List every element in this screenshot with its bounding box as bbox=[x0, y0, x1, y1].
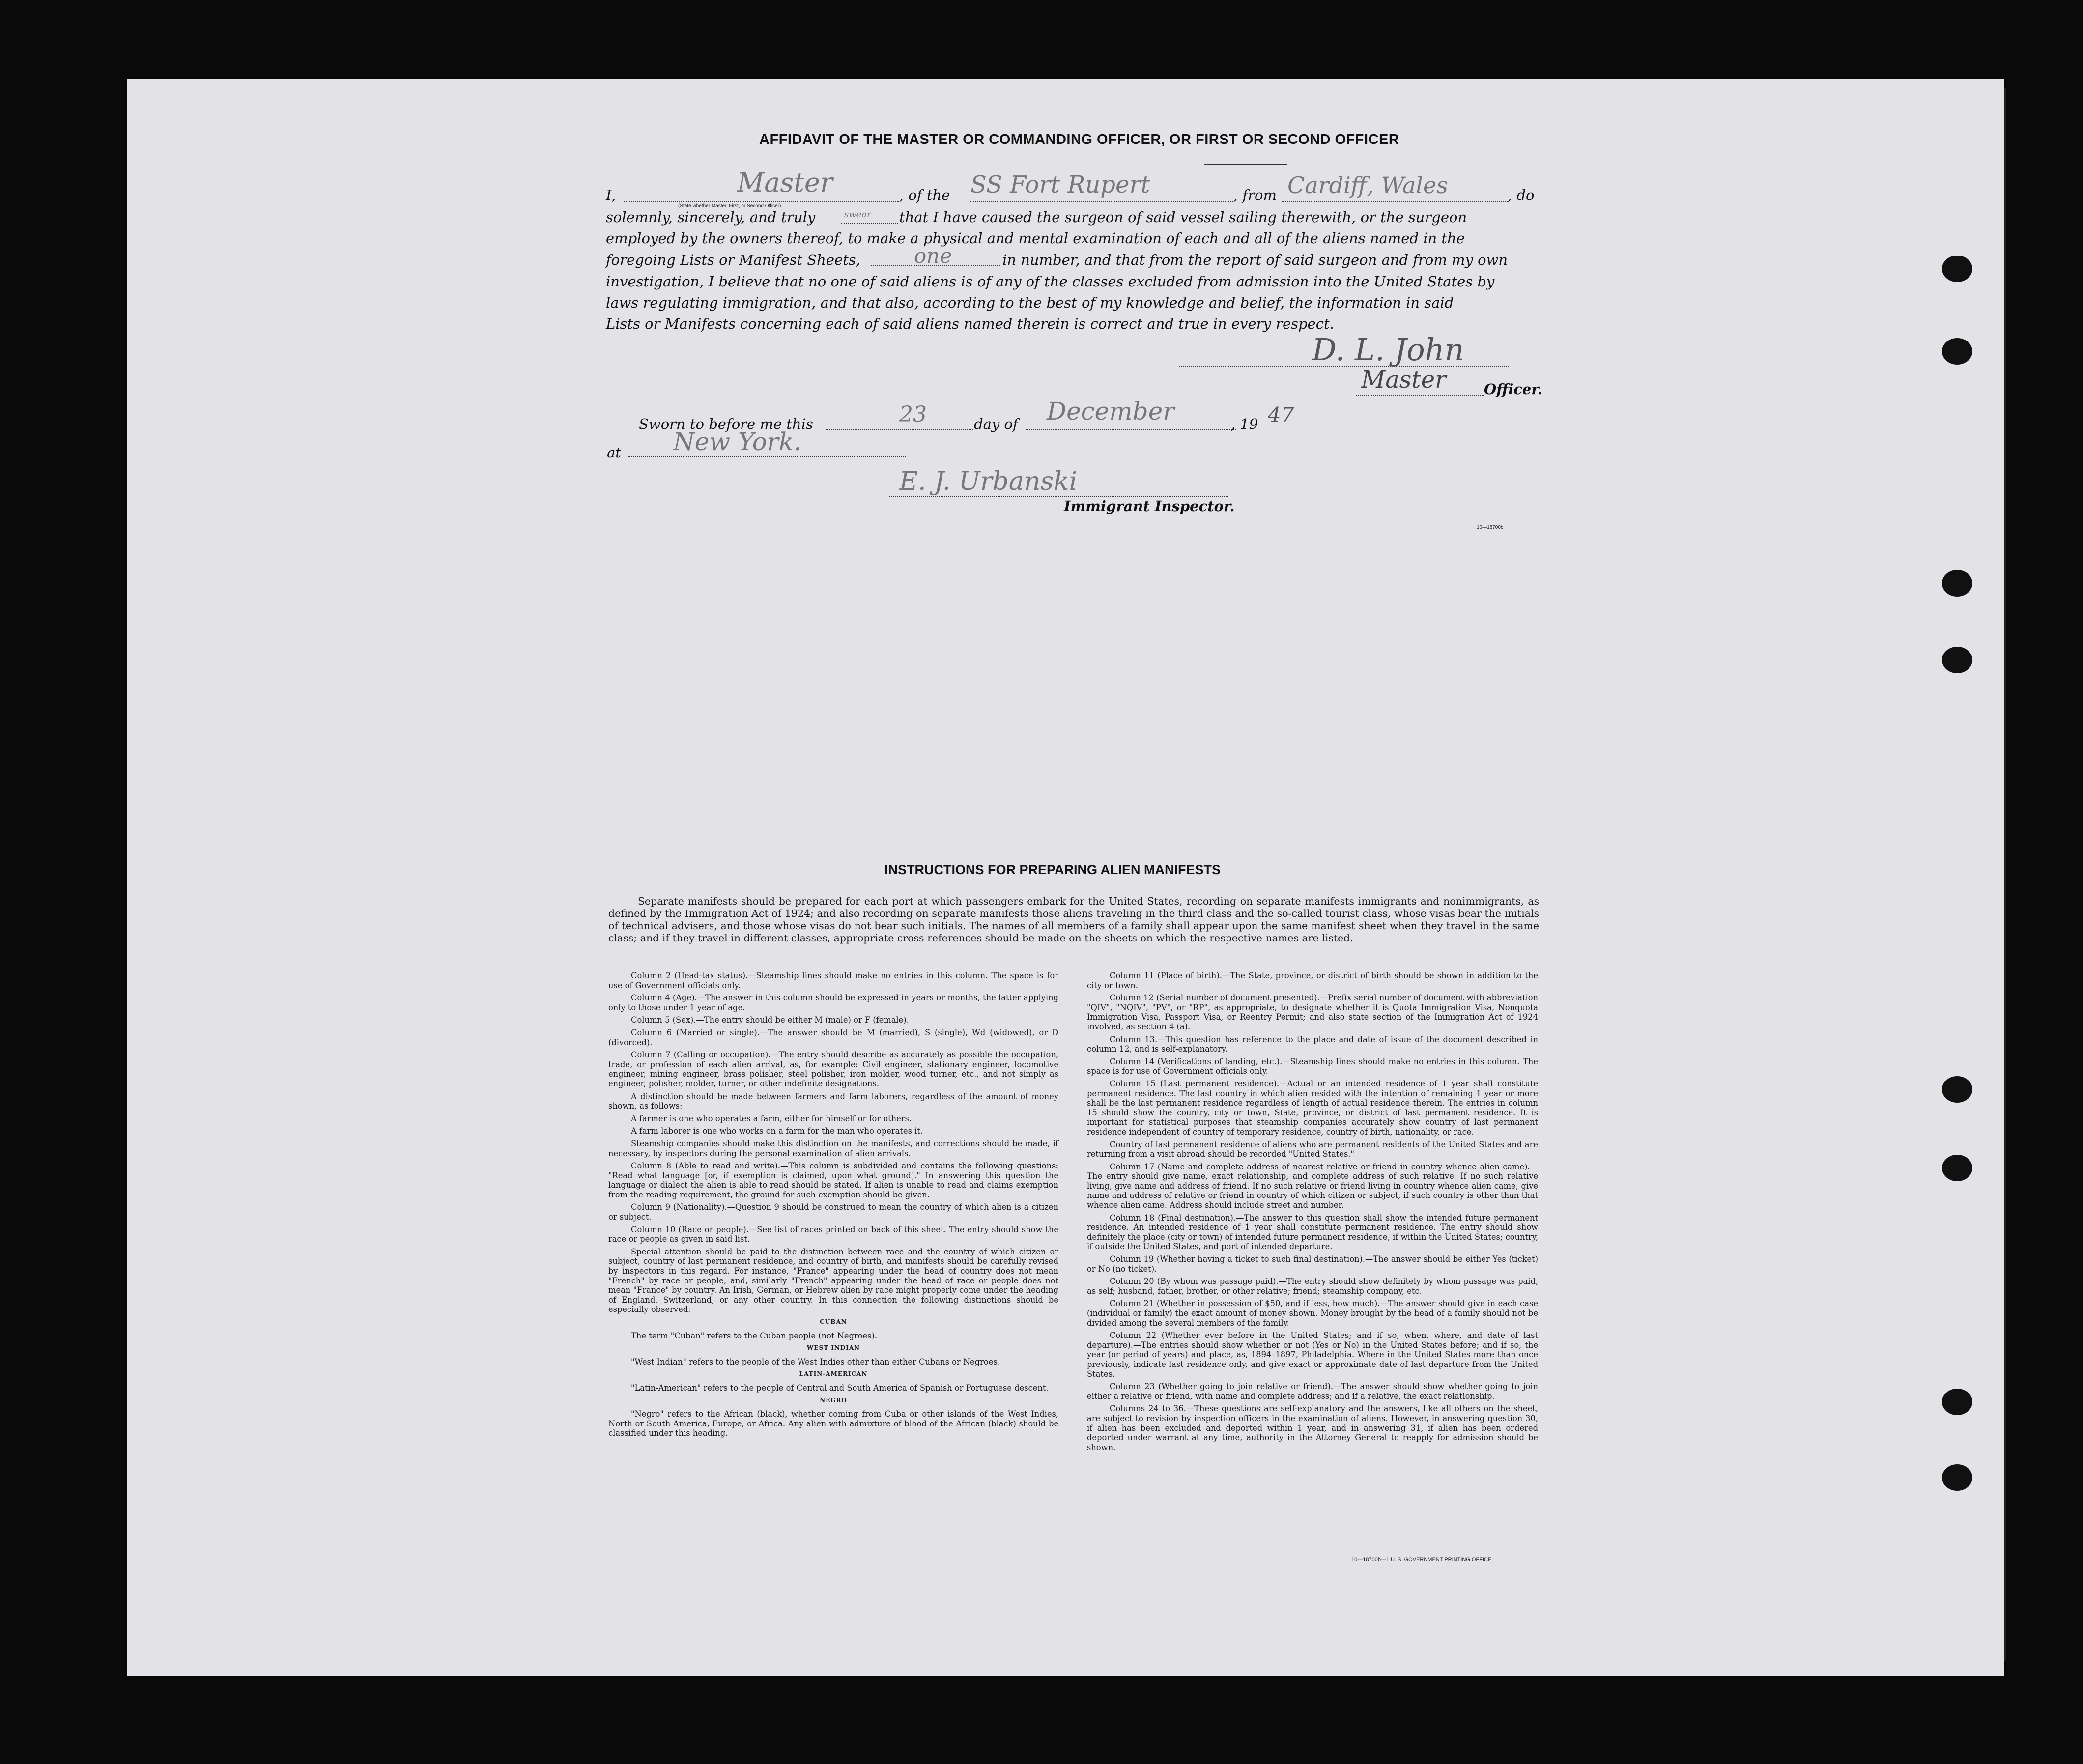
affidavit-line2a: solemnly, sincerely, and truly bbox=[606, 209, 816, 226]
binder-hole bbox=[1942, 1389, 1972, 1415]
vessel-handwriting: SS Fort Rupert bbox=[970, 171, 1150, 199]
right-paragraph: Column 13.—This question has reference to the place and date of issue of the document described in column 12, and is self-explanatory. bbox=[1087, 1034, 1538, 1054]
left-paragraph: Column 7 (Calling or occupation).—The entry should describe as accurately as possible the occupation, trade, or profession of each alien arrival, as, for example: Civil engineer, stationary engineer, locomotive engineer, mining engineer, brass polisher, steel polisher, iron molder, wood turner, etc., and not simply as engineer, polisher, molder, turner, or other indefinite designations. bbox=[608, 1050, 1058, 1088]
right-paragraph: Column 14 (Verifications of landing, etc.).—Steamship lines should make no entries in this column. The space is for use of Government officials only. bbox=[1087, 1056, 1538, 1076]
binder-hole bbox=[1942, 1076, 1972, 1103]
rank-caption: (State whether Master, First, or Second Officer) bbox=[678, 203, 781, 209]
instructions-left-column bbox=[608, 971, 1058, 1441]
right-paragraph: Column 12 (Serial number of document presented).—Prefix serial number of document with abbreviation "QIV", "NQIV", "PV", or "RP", as appropriate, to designate whether it is Quota Immigration Visa, Nonquota Immigration Visa, Passport Visa, or Reentry Permit; and also state section of the Immigration Act of 1924 involved, as section 4 (a). bbox=[1087, 993, 1538, 1031]
at-label: at bbox=[607, 444, 621, 461]
signature-handwriting: D. L. John bbox=[1312, 332, 1464, 368]
left-paragraph: Steamship companies should make this distinction on the manifests, and corrections should be made, if necessary, by inspectors during the personal examination of alien arrivals. bbox=[608, 1138, 1058, 1158]
left-paragraph: Column 5 (Sex).—The entry should be either M (male) or F (female). bbox=[631, 1015, 909, 1025]
affidavit-line7: Lists or Manifests concerning each of said aliens named therein is correct and true in every respect. bbox=[606, 315, 1334, 332]
affidavit-i: I, bbox=[606, 187, 616, 203]
right-paragraph: Columns 24 to 36.—These questions are self-explanatory and the answers, like all others on the sheet, are subject to revision by inspection officers in the examination of aliens. However, in answering question 30, if alien has been excluded and deported within 1 year, and in answering 31, if alien has been ordered deported under warrant at any time, authority in the Attorney General to reapply for admission should be shown. bbox=[1087, 1404, 1538, 1452]
right-paragraph: Column 19 (Whether having a ticket to such final destination).—The answer should be either Yes (ticket) or No (no ticket). bbox=[1087, 1254, 1538, 1274]
right-paragraph: Country of last permanent residence of aliens who are permanent residents of the United States and are returning from a visit abroad should be recorded "United States." bbox=[1087, 1139, 1538, 1159]
rank-field-line bbox=[624, 201, 899, 202]
sheets-handwriting: one bbox=[914, 244, 952, 268]
swear-handwriting: swear bbox=[844, 209, 871, 220]
right-paragraph: Column 17 (Name and complete address of nearest relative or friend in country whence alien came).—The entry should give name, exact relationship, and complete address of such relative. If no such relative living, give name and address of friend. If no such relative or friend living in country whence alien came, give name and address of relative or friend in country of which citizen or subject, if such country is other than that whence alien came. Address should include street and number. bbox=[1087, 1162, 1538, 1210]
heading-west-indian: WEST INDIAN bbox=[806, 1344, 860, 1352]
day-handwriting: 23 bbox=[899, 402, 927, 427]
sworn-year-prefix: , 19 bbox=[1231, 416, 1258, 432]
affidavit-of-the: , of the bbox=[899, 187, 950, 203]
inspector-label: Immigrant Inspector. bbox=[1064, 498, 1235, 514]
affidavit-line3: employed by the owners thereof, to make a physical and mental examination of each and all of the aliens named in the bbox=[606, 230, 1465, 247]
day-field-line bbox=[826, 429, 973, 430]
west-indian-paragraph: "West Indian" refers to the people of the West Indies other than either Cubans or Negroes. bbox=[631, 1357, 1000, 1366]
heading-latin-american: LATIN-AMERICAN bbox=[799, 1370, 868, 1378]
left-paragraph: Column 9 (Nationality).—Question 9 should be construed to mean the country of which alien is a citizen or subject. bbox=[608, 1202, 1058, 1222]
swear-field-line bbox=[841, 223, 898, 224]
heading-negro: NEGRO bbox=[820, 1396, 847, 1404]
right-paragraph: Column 15 (Last permanent residence).—Actual or an intended residence of 1 year shall constitute permanent residence. The last country in which alien resided with the intention of remaining 1 year or more shall be the last permanent residence regardless of length of actual residence therein. The entries in column 15 should show the country, city or town, State, province, or district of last permanent residence. It is important for statistical purposes that steamship companies accurately show country of last permanent residence independent of country of temporary residence, country of birth, nationality, or race. bbox=[1087, 1079, 1538, 1137]
instructions-footer-code: 10—18700b—1 U. S. GOVERNMENT PRINTING OFFICE bbox=[1351, 1557, 1492, 1563]
right-paragraph: Column 18 (Final destination).—The answer to this question shall show the intended future permanent residence. An intended residence of 1 year shall constitute permanent residence. The entry should show definitely the place (city or town) of intended future permanent residence, if within the United States; country, if outside the United States, and port of intended departure. bbox=[1087, 1213, 1538, 1252]
inspector-handwriting: E. J. Urbanski bbox=[899, 467, 1078, 496]
affidavit-line5: investigation, I believe that no one of said aliens is of any of the classes excluded from admission into the United States by bbox=[606, 273, 1495, 290]
sworn-text: Sworn to before me this bbox=[639, 416, 813, 432]
instructions-right-column bbox=[1087, 971, 1538, 1455]
binder-hole bbox=[1942, 256, 1972, 282]
affidavit-title: AFFIDAVIT OF THE MASTER OR COMMANDING OFFICER, OR FIRST OR SECOND OFFICER bbox=[759, 132, 1399, 147]
affidavit-line4b: in number, and that from the report of said surgeon and from my own bbox=[1002, 252, 1508, 268]
cuban-paragraph: The term "Cuban" refers to the Cuban people (not Negroes). bbox=[631, 1331, 877, 1340]
left-paragraph: Special attention should be paid to the distinction between race and the country of which citizen or subject, country of last permanent residence, and country of birth, and manifests should be carefully revised by inspectors in this regard. For instance, "France" appearing under the head of country does not mean "French" by race or people, and, similarly "French" appearing under the head of race or people does not mean "France" by country. An Irish, German, or Hebrew alien by race might properly come under the heading of England, Switzerland, or any other country. In this connection the following distinctions should be especially observed: bbox=[608, 1247, 1058, 1314]
inspector-line bbox=[889, 496, 1228, 497]
right-paragraph: Column 20 (By whom was passage paid).—The entry should show definitely by whom passage was paid, as self; husband, father, brother, or other relative; friend; steamship company, etc. bbox=[1087, 1277, 1538, 1296]
left-paragraph: Column 4 (Age).—The answer in this column should be expressed in years or months, the latter applying only to those under 1 year of age. bbox=[608, 993, 1058, 1012]
binder-hole bbox=[1942, 570, 1972, 597]
sworn-day-of: day of bbox=[974, 416, 1018, 432]
instructions-intro: Separate manifests should be prepared for each port at which passengers embark for the United States, recording on separate manifests immigrants and nonimmigrants, as defined by the Immigration Act of 1924; and also recording on separate manifests those aliens traveling in the third class and the so-called tourist class, whose visas bear the initials of technical advisers, and those whose visas do not bear such initials. The names of all members of a family shall appear upon the same manifest sheet when they travel in the same class; and if they travel in different classes, appropriate cross references should be made on the sheets on which the respective names are listed. bbox=[608, 895, 1539, 944]
place-field-line bbox=[628, 456, 906, 457]
right-paragraph: Column 23 (Whether going to join relative or friend).—The answer should show whether going to join either a relative or friend, with name and complete address; and if a relative, the exact relationship. bbox=[1087, 1382, 1538, 1401]
left-paragraph: Column 2 (Head-tax status).—Steamship lines should make no entries in this column. The space is for use of Government officials only. bbox=[608, 971, 1058, 990]
port-field-line bbox=[1282, 201, 1508, 202]
officer-label: Officer. bbox=[1484, 381, 1543, 398]
month-field-line bbox=[1026, 429, 1236, 430]
title-rule bbox=[1204, 164, 1287, 165]
left-paragraph: Column 10 (Race or people).—See list of races printed on back of this sheet. The entry should show the race or people as given in said list. bbox=[608, 1224, 1058, 1244]
binder-hole bbox=[1942, 1464, 1972, 1491]
heading-cuban: CUBAN bbox=[820, 1318, 847, 1325]
latin-american-paragraph: "Latin-American" refers to the people of Central and South America of Spanish or Portuguese descent. bbox=[631, 1383, 1049, 1393]
rank-handwriting: Master bbox=[737, 167, 833, 198]
affidavit-line6: laws regulating immigration, and that also, according to the best of my knowledge and belief, the information in said bbox=[606, 294, 1454, 311]
officer-line bbox=[1356, 395, 1484, 396]
left-paragraph: A farmer is one who operates a farm, either for himself or for others. bbox=[631, 1113, 912, 1123]
month-handwriting: December bbox=[1047, 397, 1175, 426]
signature-rank-handwriting: Master bbox=[1361, 366, 1447, 394]
left-paragraph: Column 6 (Married or single).—The answer should be M (married), S (single), Wd (widowed), or D (divorced). bbox=[608, 1027, 1058, 1047]
binder-hole bbox=[1942, 338, 1972, 365]
negro-paragraph: "Negro" refers to the African (black), whether coming from Cuba or other islands of the West Indies, North or South America, Europe, or Africa. Any alien with admixture of blood of the African (black) should be classified under this heading. bbox=[608, 1409, 1058, 1438]
binder-hole bbox=[1942, 1155, 1972, 1181]
left-paragraph: A distinction should be made between farmers and farm laborers, regardless of the amount of money shown, as follows: bbox=[608, 1091, 1058, 1111]
affidavit-line2b: that I have caused the surgeon of said vessel sailing therewith, or the surgeon bbox=[899, 209, 1467, 226]
affidavit-from: , from bbox=[1233, 187, 1277, 203]
right-paragraph: Column 21 (Whether in possession of $50, and if less, how much).—The answer should give in each case (individual or family) the exact amount of money shown. Money brought by the head of a family should not be divided among the several members of the family. bbox=[1087, 1299, 1538, 1328]
instructions-title: INSTRUCTIONS FOR PREPARING ALIEN MANIFESTS bbox=[885, 862, 1221, 877]
right-paragraph: Column 11 (Place of birth).—The State, province, or district of birth should be shown in addition to the city or town. bbox=[1087, 971, 1538, 990]
binder-hole bbox=[1942, 647, 1972, 673]
right-paragraph: Column 22 (Whether ever before in the United States; and if so, when, where, and date of last departure).—The entries should show whether or not (Yes or No) in the United States before; and if so, the year (or period of years) and place, as, 1894–1897, Philadelphia. Where in the United States more than once previously, indicate last residence only, and give exact or approximate date of last departure from the United States. bbox=[1087, 1331, 1538, 1379]
vessel-field-line bbox=[970, 201, 1233, 202]
year-handwriting: 47 bbox=[1268, 403, 1294, 427]
left-paragraph: A farm laborer is one who works on a farm for the man who operates it. bbox=[631, 1126, 923, 1136]
affidavit-form-code: 10—18700b bbox=[1477, 525, 1504, 530]
affidavit-do: , do bbox=[1508, 187, 1535, 203]
left-paragraph: Column 8 (Able to read and write).—This column is subdivided and contains the following questions: "Read what language [or, if exemption is claimed, upon what ground]." In answering this question the language or dialect the alien is able to read should be stated. If alien is unable to read and claims exemption from the reading requirement, the ground for such exemption should be given. bbox=[608, 1161, 1058, 1199]
port-handwriting: Cardiff, Wales bbox=[1287, 172, 1448, 199]
affidavit-line4a: foregoing Lists or Manifest Sheets, bbox=[606, 252, 860, 268]
place-handwriting: New York. bbox=[673, 427, 801, 456]
